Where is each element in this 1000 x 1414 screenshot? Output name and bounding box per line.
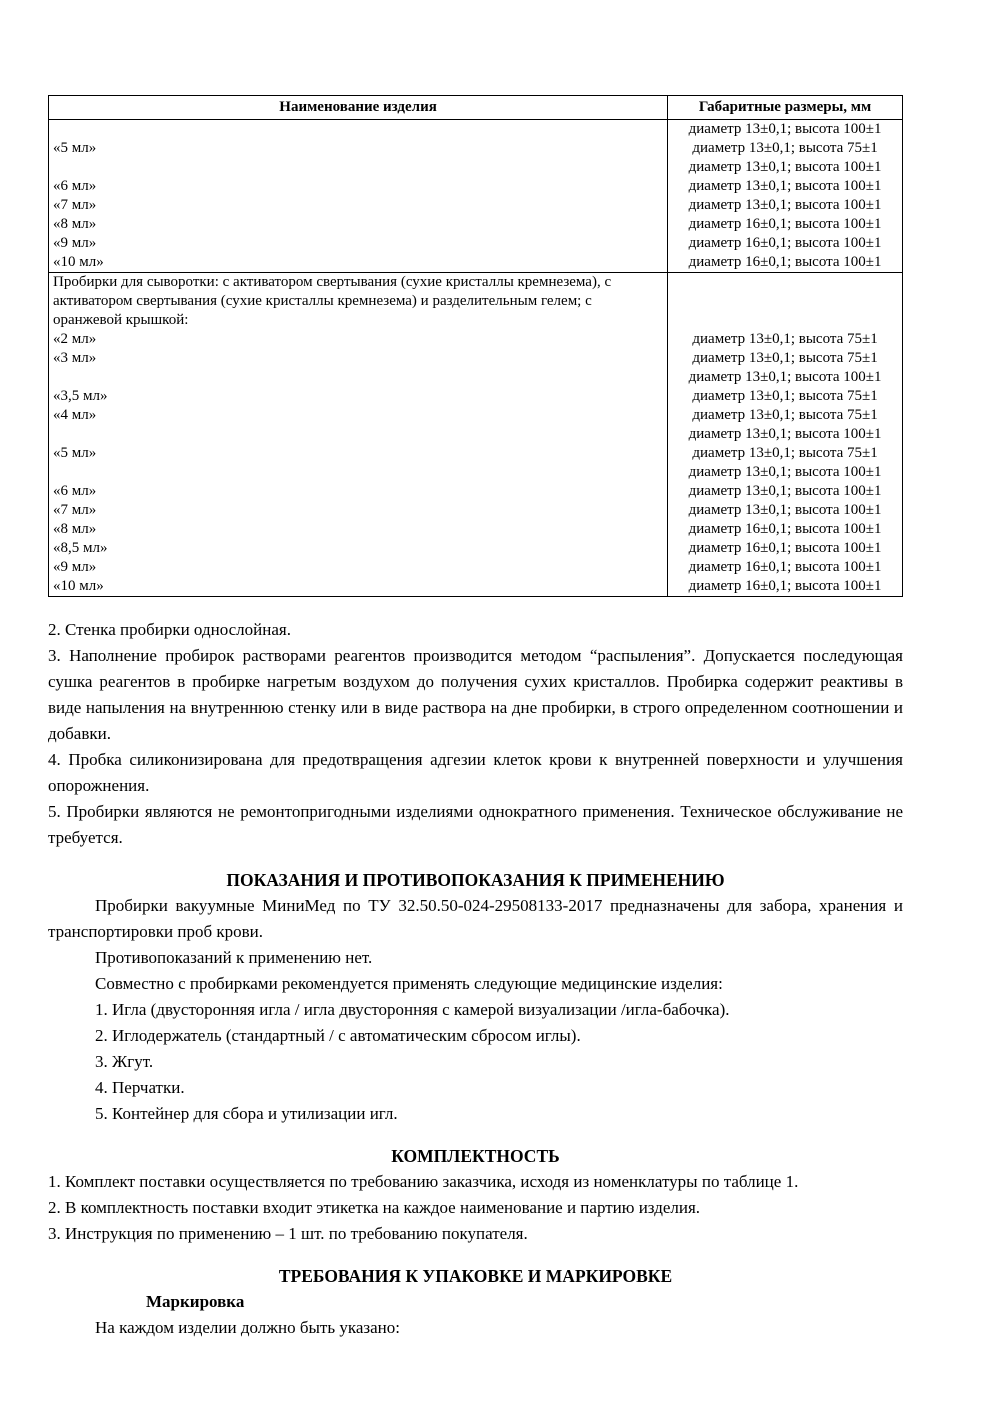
product-name-cell: [49, 368, 668, 387]
paragraph: 1. Комплект поставки осуществляется по требованию заказчика, исходя из номенклатуры по таблице 1.: [48, 1172, 799, 1191]
table-row: [49, 349, 903, 368]
paragraph: 2. Стенка пробирки однослойная.: [48, 620, 291, 639]
product-name-cell: «5 мл»: [53, 140, 97, 156]
table-row: [49, 501, 903, 520]
dimensions-cell: диаметр 13±0,1; высота 100±1: [668, 425, 903, 444]
section-heading: ПОКАЗАНИЯ И ПРОТИВОПОКАЗАНИЯ К ПРИМЕНЕНИЮ: [226, 870, 725, 890]
category-description-cell: Пробирки для сыворотки: с активатором свертывания (сухие кристаллы кремнезема), с активатором свертывания (сухие кристаллы кремнезема) и разделительным гелем; с оранжевой крышкой:: [53, 274, 612, 328]
table-row: [49, 177, 903, 196]
dimensions-cell: диаметр 13±0,1; высота 75±1: [668, 349, 903, 368]
table-row: [49, 253, 903, 273]
paragraph: 3. Инструкция по применению – 1 шт. по требованию покупателя.: [48, 1224, 528, 1243]
table-row: [49, 482, 903, 501]
dimensions-cell: диаметр 13±0,1; высота 100±1: [668, 368, 903, 387]
list-item: 1. Игла (двусторонняя игла / игла двусторонняя с камерой визуализации /игла-бабочка).: [95, 1000, 730, 1019]
list-item: 4. Перчатки.: [95, 1078, 185, 1097]
paragraph: 5. Пробирки являются не ремонтопригодными изделиями однократного применения. Техническое обслуживание не требуется.: [48, 802, 903, 847]
table-row: [49, 444, 903, 463]
product-name-cell: «10 мл»: [49, 253, 668, 273]
dimensions-cell: [668, 273, 903, 331]
product-name-cell: [49, 463, 668, 482]
dimensions-cell: диаметр 13±0,1; высота 75±1: [668, 387, 903, 406]
dimensions-cell: диаметр 13±0,1; высота 100±1: [668, 120, 903, 140]
table-row: [49, 539, 903, 558]
table-row: [49, 139, 903, 158]
product-name-cell: [49, 158, 668, 177]
section-heading: КОМПЛЕКТНОСТЬ: [391, 1146, 560, 1166]
product-spec-table: [48, 95, 903, 597]
dimensions-cell: диаметр 13±0,1; высота 100±1: [668, 463, 903, 482]
table-row: [49, 330, 903, 349]
list-item: 2. Иглодержатель (стандартный / с автоматическим сбросом иглы).: [95, 1026, 581, 1045]
table-body: [49, 120, 903, 597]
section-heading: ТРЕБОВАНИЯ К УПАКОВКЕ И МАРКИРОВКЕ: [278, 1266, 673, 1286]
dimensions-cell: диаметр 13±0,1; высота 75±1: [668, 139, 903, 158]
dimensions-cell: диаметр 13±0,1; высота 100±1: [668, 158, 903, 177]
table-row: [49, 273, 903, 331]
dimensions-cell: диаметр 16±0,1; высота 100±1: [668, 558, 903, 577]
document-body: [48, 617, 903, 1341]
dimensions-cell: диаметр 16±0,1; высота 100±1: [668, 577, 903, 597]
product-name-cell: «3 мл»: [53, 350, 97, 366]
table-row: [49, 558, 903, 577]
list-item: 5. Контейнер для сбора и утилизации игл.: [95, 1104, 398, 1123]
table-row: [49, 158, 903, 177]
product-name-cell: «8,5 мл»: [53, 540, 108, 556]
product-name-cell: «2 мл»: [53, 331, 97, 347]
paragraph: 2. В комплектность поставки входит этикетка на каждое наименование и партию изделия.: [48, 1198, 701, 1217]
product-name-cell: «8 мл»: [53, 521, 97, 537]
column-header-product-name: Наименование изделия: [49, 96, 668, 120]
dimensions-cell: диаметр 16±0,1; высота 100±1: [668, 520, 903, 539]
dimensions-cell: диаметр 16±0,1; высота 100±1: [668, 215, 903, 234]
product-name-cell: [49, 120, 668, 140]
table-row: [49, 215, 903, 234]
dimensions-cell: диаметр 13±0,1; высота 100±1: [668, 177, 903, 196]
product-name-cell: «9 мл»: [53, 559, 97, 575]
table-row: [49, 425, 903, 444]
paragraph: Противопоказаний к применению нет.: [95, 948, 373, 967]
table-row: [49, 368, 903, 387]
table-row: [49, 196, 903, 215]
paragraph: Пробирки вакуумные МиниМед по ТУ 32.50.50-024-29508133-2017 предназначены для забора, хранения и транспортировки проб крови.: [48, 896, 903, 941]
column-header-dimensions: Габаритные размеры, мм: [668, 96, 903, 120]
table-row: [49, 577, 903, 597]
table-row: [49, 463, 903, 482]
list-item: 3. Жгут.: [95, 1052, 154, 1071]
dimensions-cell: диаметр 13±0,1; высота 100±1: [668, 482, 903, 501]
table-row: [49, 234, 903, 253]
product-name-cell: «4 мл»: [53, 407, 97, 423]
dimensions-cell: диаметр 16±0,1; высота 100±1: [668, 234, 903, 253]
dimensions-cell: диаметр 13±0,1; высота 75±1: [668, 444, 903, 463]
dimensions-cell: диаметр 16±0,1; высота 100±1: [668, 539, 903, 558]
dimensions-cell: диаметр 16±0,1; высота 100±1: [668, 253, 903, 273]
product-name-cell: «8 мл»: [53, 216, 97, 232]
dimensions-cell: диаметр 13±0,1; высота 75±1: [668, 406, 903, 425]
product-name-cell: «5 мл»: [53, 445, 97, 461]
paragraph: 4. Пробка силиконизирована для предотвращения адгезии клеток крови к внутренней поверхности и улучшения опорожнения.: [48, 750, 903, 795]
table-header-row: [49, 96, 903, 120]
product-name-cell: «7 мл»: [53, 197, 97, 213]
dimensions-cell: диаметр 13±0,1; высота 100±1: [668, 501, 903, 520]
product-name-cell: «7 мл»: [53, 502, 97, 518]
paragraph: На каждом изделии должно быть указано:: [95, 1318, 400, 1337]
paragraph: 3. Наполнение пробирок растворами реагентов производится методом “распыления”. Допускается последующая сушка реагентов в пробирке нагретым воздухом до получения сухих кристаллов. Пробирка содержит реактивы в виде напыления на внутреннюю стенку или в виде раствора на дне пробирки, в строго определенном соотношении и добавки.: [48, 646, 903, 743]
dimensions-cell: диаметр 13±0,1; высота 100±1: [668, 196, 903, 215]
product-name-cell: «3,5 мл»: [53, 388, 108, 404]
paragraph: Совместно с пробирками рекомендуется применять следующие медицинские изделия:: [95, 974, 723, 993]
table-row: [49, 520, 903, 539]
product-name-cell: «6 мл»: [53, 483, 97, 499]
table-row: [49, 406, 903, 425]
product-name-cell: [49, 425, 668, 444]
dimensions-cell: диаметр 13±0,1; высота 75±1: [668, 330, 903, 349]
product-name-cell: «6 мл»: [53, 178, 97, 194]
product-name-cell: «10 мл»: [53, 578, 104, 594]
product-name-cell: «9 мл»: [53, 235, 97, 251]
subsection-heading: Маркировка: [146, 1292, 245, 1311]
table-row: [49, 387, 903, 406]
table-row: [49, 120, 903, 140]
